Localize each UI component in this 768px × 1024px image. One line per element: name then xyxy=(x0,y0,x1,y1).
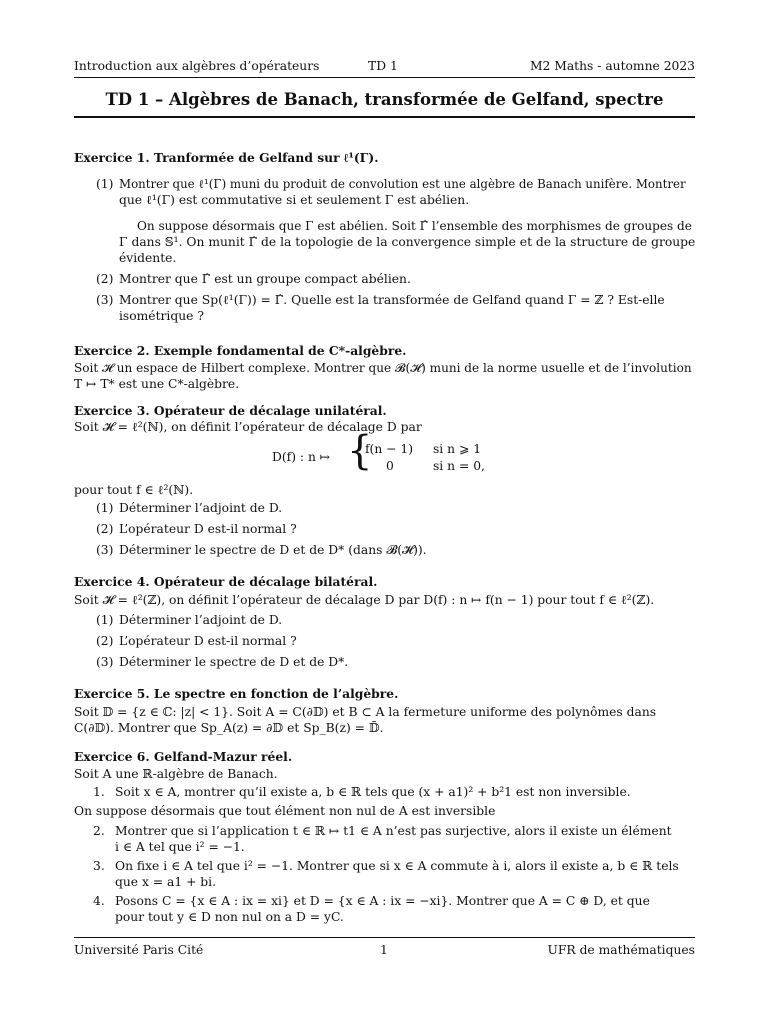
formula-cond2: si n = 0, xyxy=(433,459,485,473)
formula-cond1: si n ⩾ 1 xyxy=(433,442,482,456)
shift-definition-formula xyxy=(272,428,485,476)
ex1-item-1-num: (1) xyxy=(96,177,114,191)
ex6-item-4-line1: Posons C = {x ∈ A : ix = xi} et D = {x ∈ A : ix = −xi}. Montrer que A = C ⊕ D, et que xyxy=(115,894,650,908)
ex4-item-3-text: Déterminer le spectre de D et de D*. xyxy=(119,655,349,669)
ex2-line2: T ↦ T* est une C*-algèbre. xyxy=(74,377,240,391)
ex6-line2: On suppose désormais que tout élément non nul de A est inversible xyxy=(74,804,496,818)
ex6-item-2-line2: i ∈ A tel que i² = −1. xyxy=(115,840,245,854)
ex1-item-1-line1: Montrer que ℓ¹(Γ) muni du produit de convolution est une algèbre de Banach unifère. Montrer xyxy=(119,177,686,191)
ex6-item-3-num: 3. xyxy=(93,859,105,873)
ex5-heading: Exercice 5. Le spectre en fonction de l’algèbre. xyxy=(74,686,399,701)
footer-university: Université Paris Cité xyxy=(74,943,204,957)
ex1-paragraph-line2: Γ dans 𝕊¹. On munit Γ̂ de la topologie de la convergence simple et de la structure de groupe xyxy=(119,235,696,249)
footer-department: UFR de mathématiques xyxy=(547,943,695,957)
ex2-line1: Soit 𝓗 un espace de Hilbert complexe. Montrer que 𝓑(𝓗) muni de la norme usuelle et de l’involution xyxy=(74,361,692,375)
ex3-line2: pour tout f ∈ ℓ²(ℕ). xyxy=(74,483,194,497)
ex1-item-2-num: (2) xyxy=(96,272,114,286)
ex4-item-2-num: (2) xyxy=(96,634,114,648)
ex6-item-3-line1: On fixe i ∈ A tel que i² = −1. Montrer que si x ∈ A commute à i, alors il existe a, b ∈ ℝ tels xyxy=(115,859,679,873)
ex4-item-1-num: (1) xyxy=(96,613,114,627)
footer-page-number: 1 xyxy=(380,943,388,957)
formula-case1: f(n − 1) xyxy=(365,442,414,456)
ex3-heading: Exercice 3. Opérateur de décalage unilatéral. xyxy=(74,403,387,418)
ex6-line1: Soit A une ℝ-algèbre de Banach. xyxy=(74,767,278,781)
ex3-item-1-text: Déterminer l’adjoint de D. xyxy=(119,501,283,515)
formula-brace: { xyxy=(347,428,373,474)
header-td: TD 1 xyxy=(368,59,398,73)
ex1-paragraph-line3: évidente. xyxy=(119,251,177,265)
ex2-heading: Exercice 2. Exemple fondamental de C*-algèbre. xyxy=(74,343,407,358)
ex3-line1: Soit 𝓗 = ℓ²(ℕ), on définit l’opérateur de décalage D par xyxy=(74,420,422,434)
ex5-line1: Soit 𝔻 = {z ∈ ℂ: |z| < 1}. Soit A = C(∂𝔻) et B ⊂ A la fermeture uniforme des polynômes dans xyxy=(74,705,657,719)
ex6-heading: Exercice 6. Gelfand-Mazur réel. xyxy=(74,749,293,764)
page-header xyxy=(74,58,695,76)
ex4-item-3-num: (3) xyxy=(96,655,114,669)
ex4-line1: Soit 𝓗 = ℓ²(ℤ), on définit l’opérateur de décalage D par D(f) : n ↦ f(n − 1) pour tout f ∈ ℓ²(ℤ). xyxy=(74,593,655,607)
ex6-item-1-text: Soit x ∈ A, montrer qu’il existe a, b ∈ ℝ tels que (x + a1)² + b²1 est non inversible. xyxy=(115,785,631,799)
ex4-item-2-text: L’opérateur D est-il normal ? xyxy=(119,634,297,648)
ex6-item-2-line1: Montrer que si l’application t ∈ ℝ ↦ t1 ∈ A n’est pas surjective, alors il existe un élément xyxy=(115,824,672,838)
ex5-line2: C(∂𝔻). Montrer que Sp_A(z) = ∂𝔻 et Sp_B(z) = 𝔻̄. xyxy=(74,721,384,735)
ex3-item-2-text: L’opérateur D est-il normal ? xyxy=(119,522,297,536)
ex1-heading: Exercice 1. Tranformée de Gelfand sur ℓ¹(Γ). xyxy=(74,150,379,165)
formula-case2: 0 xyxy=(386,459,394,473)
header-course: Introduction aux algèbres d’opérateurs xyxy=(74,59,320,73)
header-rule xyxy=(74,77,695,78)
ex3-item-3-num: (3) xyxy=(96,543,114,557)
ex1-item-3-num: (3) xyxy=(96,293,114,307)
ex3-item-2-num: (2) xyxy=(96,522,114,536)
ex6-item-3-line2: que x = a1 + bi. xyxy=(115,875,217,889)
ex6-item-4-line2: pour tout y ∈ D non nul on a D = yC. xyxy=(115,910,344,924)
ex1-item-2-text: Montrer que Γ̂ est un groupe compact abélien. xyxy=(119,272,411,286)
ex1-item-1-line2: que ℓ¹(Γ) est commutative si et seulement Γ est abélien. xyxy=(119,193,470,207)
ex3-item-1-num: (1) xyxy=(96,501,114,515)
ex1-paragraph-line1: On suppose désormais que Γ est abélien. Soit Γ̂ l’ensemble des morphismes de groupes de xyxy=(137,219,692,233)
ex6-item-1-num: 1. xyxy=(93,785,105,799)
ex4-heading: Exercice 4. Opérateur de décalage bilatéral. xyxy=(74,574,378,589)
ex1-item-3-line2: isométrique ? xyxy=(119,309,204,323)
ex6-item-4-num: 4. xyxy=(93,894,105,908)
ex6-item-2-num: 2. xyxy=(93,824,105,838)
title-rule xyxy=(74,116,695,118)
ex3-item-3-text: Déterminer le spectre de D et de D* (dans 𝓑(𝓗)). xyxy=(119,543,427,557)
ex4-item-1-text: Déterminer l’adjoint de D. xyxy=(119,613,283,627)
page-footer xyxy=(74,942,695,960)
header-program: M2 Maths - automne 2023 xyxy=(529,59,695,73)
footer-rule xyxy=(74,937,695,938)
formula-lhs: D(f) : n ↦ xyxy=(272,450,331,464)
page-title: TD 1 – Algèbres de Banach, transformée de Gelfand, spectre xyxy=(105,90,664,109)
ex1-item-3-line1: Montrer que Sp(ℓ¹(Γ)) = Γ̂. Quelle est la transformée de Gelfand quand Γ = ℤ ? Est-elle xyxy=(119,293,665,307)
